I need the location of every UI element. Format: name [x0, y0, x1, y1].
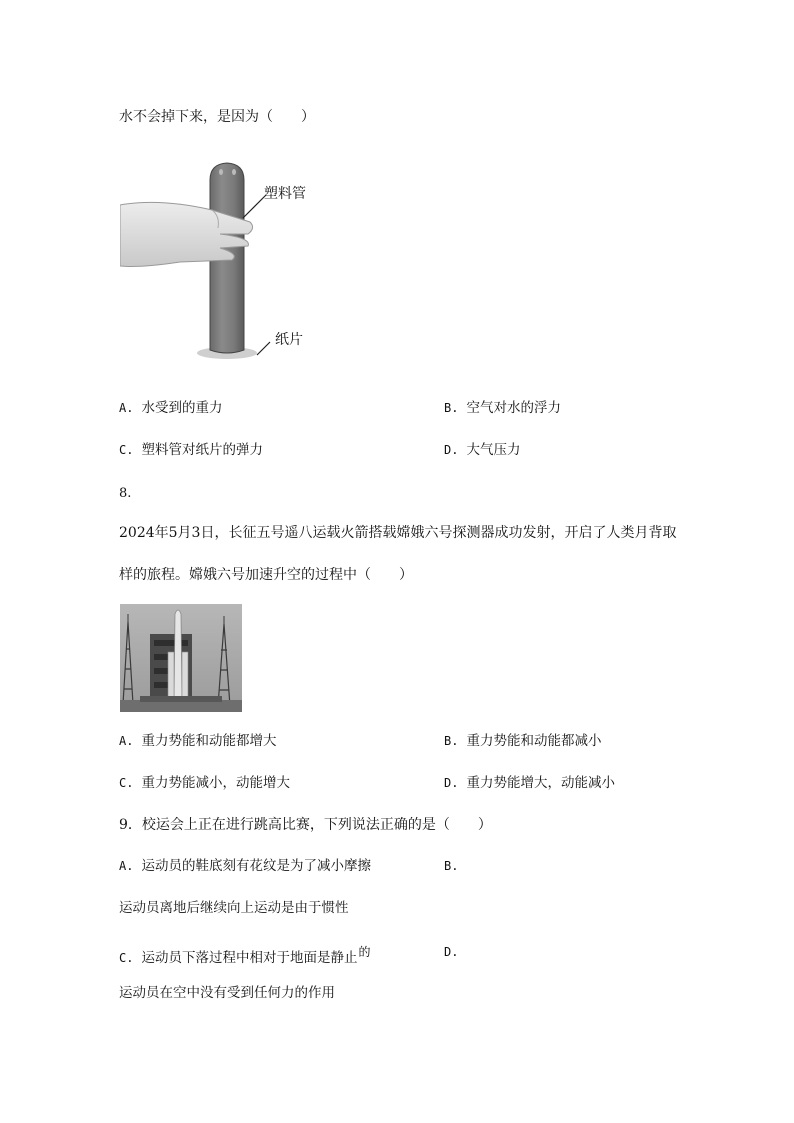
q8-option-b[interactable]: B. 重力势能和动能都减小 [444, 733, 602, 749]
q7-option-d[interactable]: D. 大气压力 [444, 442, 521, 458]
q8-option-a[interactable]: A. 重力势能和动能都增大 [119, 733, 277, 749]
q7-stem-tail: 水不会掉下来，是因为（ ） [119, 109, 315, 125]
q9-stem: 9．校运会上正在进行跳高比赛，下列说法正确的是（ ） [119, 817, 492, 833]
q7-option-c[interactable]: C. 塑料管对纸片的弹力 [119, 442, 263, 458]
q9-option-a[interactable]: A. 运动员的鞋底刻有花纹是为了减小摩擦 [119, 858, 371, 874]
q8-stem-line2: 样的旅程。嫦娥六号加速升空的过程中（ ） [119, 567, 413, 583]
paper-label: 纸片 [275, 332, 303, 348]
q8-rocket-photo [120, 604, 242, 712]
q9-option-d-text[interactable]: 运动员在空中没有受到任何力的作用 [119, 985, 335, 1001]
q8-stem-line1: 2024年5月3日，长征五号遥八运载火箭搭载嫦娥六号探测器成功发射，开启了人类月背取 [119, 525, 677, 541]
q9-option-b-text[interactable]: 运动员离地后继续向上运动是由于惯性 [119, 900, 349, 916]
q9-option-c[interactable]: C. 运动员下落过程中相对于地面是静止的 [119, 945, 371, 966]
q8-option-d[interactable]: D. 重力势能增大，动能减小 [444, 775, 615, 791]
q7-option-a[interactable]: A. 水受到的重力 [119, 400, 223, 416]
q8-number: 8. [119, 486, 132, 501]
q9-option-d-label[interactable]: D. [444, 945, 459, 959]
q8-option-c[interactable]: C. 重力势能减小，动能增大 [119, 775, 290, 791]
q9-option-b-label[interactable]: B. [444, 859, 459, 873]
q7-option-b[interactable]: B. 空气对水的浮力 [444, 400, 561, 416]
tube-label: 塑料管 [264, 186, 306, 202]
